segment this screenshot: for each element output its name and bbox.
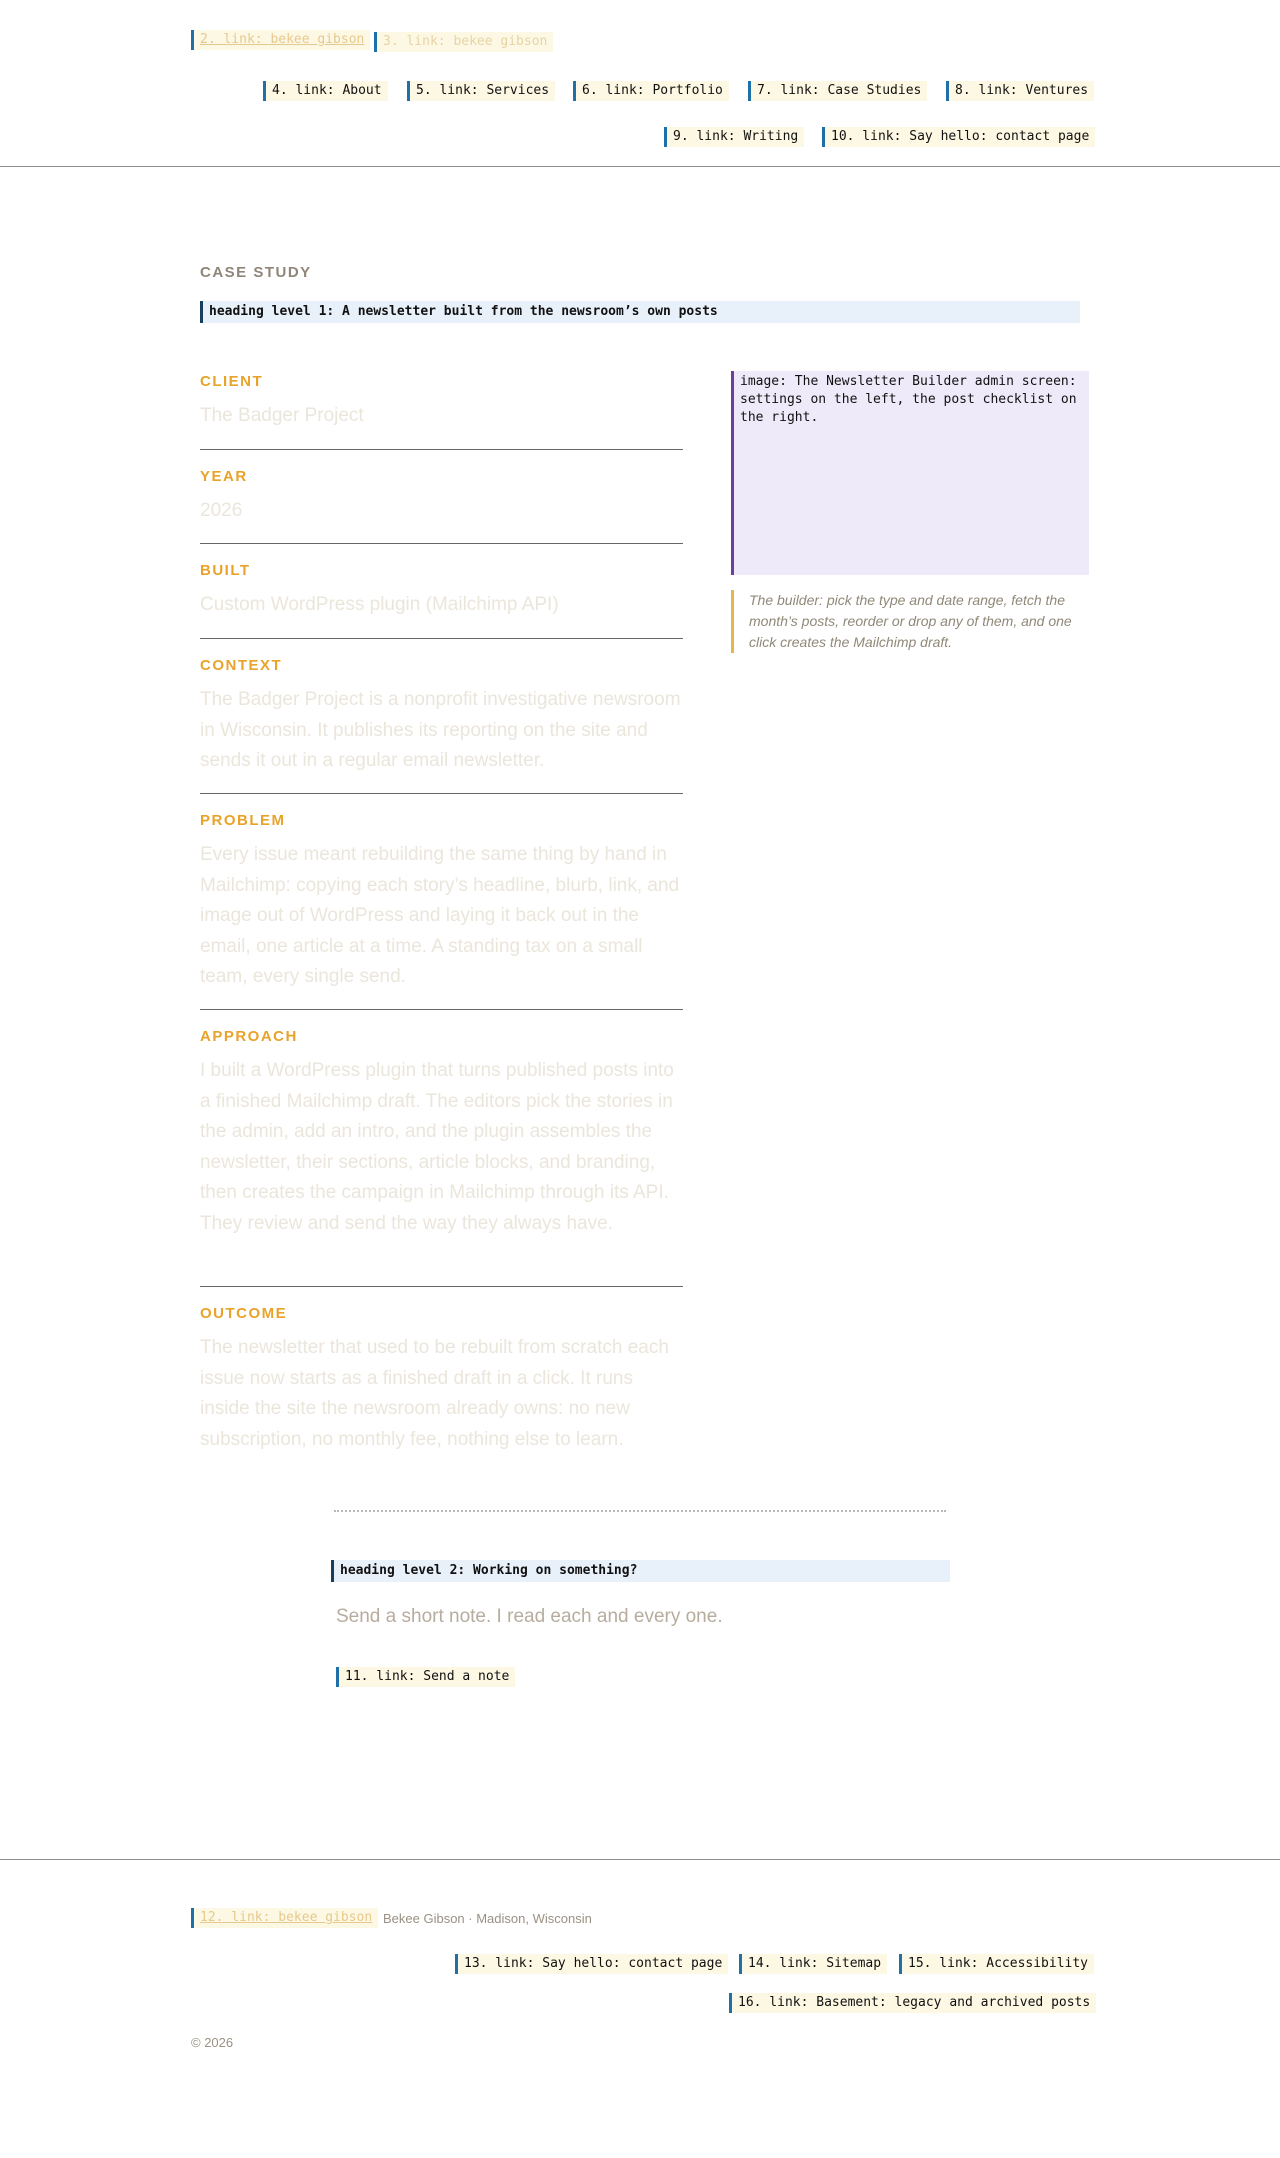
divider [200, 793, 683, 794]
divider [200, 638, 683, 639]
nav-writing-link[interactable]: 9. link: Writing [664, 127, 804, 147]
image-caption: The builder: pick the type and date range, fetch the month’s posts, reorder or drop any of them, and one click creates the Mailchimp draft. [731, 590, 1089, 653]
section-divider [334, 1510, 946, 1512]
context-label: CONTEXT [200, 657, 283, 674]
nav-portfolio-link[interactable]: 6. link: Portfolio [573, 81, 729, 101]
built-label: BUILT [200, 562, 251, 579]
eyebrow: CASE STUDY [200, 264, 312, 281]
client-label: CLIENT [200, 373, 264, 390]
divider [200, 543, 683, 544]
footer-sitemap-link[interactable]: 14. link: Sitemap [739, 1954, 887, 1974]
built-value: Custom WordPress plugin (Mailchimp API) [200, 594, 559, 615]
page-title: heading level 1: A newsletter built from the newsroom’s own posts [200, 301, 1080, 323]
divider [200, 449, 683, 450]
brand-link[interactable]: 2. link: bekee gibson [191, 30, 370, 50]
cta-heading: heading level 2: Working on something? [331, 1560, 950, 1582]
footer-accessibility-link[interactable]: 15. link: Accessibility [899, 1954, 1094, 1974]
divider [200, 1009, 683, 1010]
context-value: The Badger Project is a nonprofit investigative newsroom in Wisconsin. It publishes its reporting on the site and sends it out in a regular email newsletter. [200, 689, 681, 771]
approach-value: I built a WordPress plugin that turns published posts into a finished Mailchimp draft. The editors pick the stories in the admin, add an intro, and the plugin assembles the newsletter, their sections, article blocks, and branding, then creates the campaign in Mailchimp through its API. They review and send the way they always have. [200, 1060, 674, 1234]
nav-ventures-link[interactable]: 8. link: Ventures [946, 81, 1094, 101]
footer-divider [0, 1859, 1280, 1860]
brand-link-secondary[interactable]: 3. link: bekee gibson [374, 32, 553, 52]
problem-label: PROBLEM [200, 812, 286, 829]
case-study-image: image: The Newsletter Builder admin screen: settings on the left, the post checklist on the right. [731, 371, 1089, 575]
cta-text: Send a short note. I read each and every one. [336, 1606, 723, 1627]
send-note-link[interactable]: 11. link: Send a note [336, 1667, 515, 1687]
year-label: YEAR [200, 468, 248, 485]
year-value: 2026 [200, 500, 243, 521]
approach-label: APPROACH [200, 1028, 298, 1045]
nav-about-link[interactable]: 4. link: About [263, 81, 388, 101]
nav-contact-link[interactable]: 10. link: Say hello: contact page [822, 127, 1095, 147]
nav-case-studies-link[interactable]: 7. link: Case Studies [748, 81, 927, 101]
footer-brand-link[interactable]: 12. link: bekee gibson [191, 1908, 378, 1928]
nav-services-link[interactable]: 5. link: Services [407, 81, 555, 101]
divider [200, 1286, 683, 1287]
footer-basement-link[interactable]: 16. link: Basement: legacy and archived posts [729, 1993, 1096, 2013]
header-divider [0, 166, 1280, 167]
outcome-label: OUTCOME [200, 1305, 288, 1322]
copyright: © 2026 [191, 2035, 234, 2050]
footer-contact-link[interactable]: 13. link: Say hello: contact page [455, 1954, 728, 1974]
outcome-value: The newsletter that used to be rebuilt from scratch each issue now starts as a finished draft in a click. It runs inside the site the newsroom already owns: no new subscription, no monthly fee, nothing else to learn. [200, 1337, 669, 1450]
problem-value: Every issue meant rebuilding the same thing by hand in Mailchimp: copying each story’s headline, blurb, link, and image out of WordPress and laying it back out in the email, one article at a time. A standing tax on a small team, every single send. [200, 844, 680, 987]
client-value: The Badger Project [200, 405, 364, 426]
footer-location: Bekee Gibson · Madison, Wisconsin [383, 1911, 592, 1926]
